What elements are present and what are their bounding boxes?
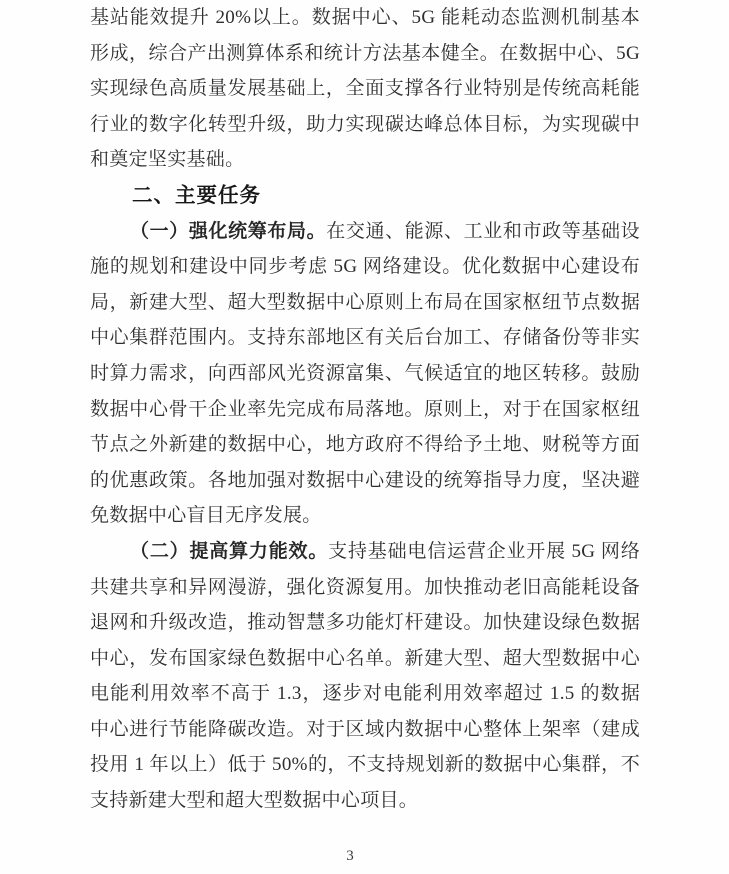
page-number: 3 — [346, 848, 354, 864]
text-line: 免数据中心盲目无序发展。 — [90, 505, 322, 527]
text-line: 中心，发布国家绿色数据中心名单。新建大型、超大型数据中心 — [90, 647, 640, 669]
text-line: 行业的数字化转型升级，助力实现碳达峰总体目标，为实现碳中 — [90, 113, 640, 135]
section-heading: 二、主要任务 — [132, 183, 261, 207]
text-line: 退网和升级改造，推动智慧多功能灯杆建设。加快建设绿色数据 — [90, 612, 640, 634]
text-line: 数据中心骨干企业率先完成布局落地。原则上，对于在国家枢纽 — [90, 398, 640, 420]
document-text-block — [90, 0, 640, 819]
text-line: 中心集群范围内。支持东部地区有关后台加工、存储备份等非实 — [90, 327, 640, 349]
paragraph-lead: （二）提高算力能效。 — [130, 540, 329, 562]
text-line: （二）提高算力能效。支持基础电信运营企业开展 5G 网络 — [130, 540, 640, 562]
text-line: 支持新建大型和超大型数据中心项目。 — [90, 790, 419, 812]
text-line: 时算力需求，向西部风光资源富集、气候适宜的地区转移。鼓励 — [90, 362, 640, 384]
text-line: 施的规划和建设中同步考虑 5G 网络建设。优化数据中心建设布 — [90, 256, 640, 278]
text-line: 和奠定坚实基础。 — [90, 149, 245, 171]
text-line: 投用 1 年以上）低于 50%的，不支持规划新的数据中心集群，不 — [90, 754, 640, 776]
text-line: 实现绿色高质量发展基础上，全面支撑各行业特别是传统高耗能 — [90, 78, 640, 100]
text-line: 的优惠政策。各地加强对数据中心建设的统筹指导力度，坚决避 — [90, 469, 640, 491]
text-line: （一）强化统筹布局。在交通、能源、工业和市政等基础设 — [130, 220, 640, 242]
text-line: 局，新建大型、超大型数据中心原则上布局在国家枢纽节点数据 — [90, 291, 640, 313]
text-line: 共建共享和异网漫游，强化资源复用。加快推动老旧高能耗设备 — [90, 576, 640, 598]
text-line: 基站能效提升 20%以上。数据中心、5G 能耗动态监测机制基本 — [90, 7, 640, 28]
text-line: 形成，综合产出测算体系和统计方法基本健全。在数据中心、5G — [90, 42, 640, 64]
text-line: 电能利用效率不高于 1.3，逐步对电能利用效率超过 1.5 的数据 — [90, 683, 640, 705]
paragraph-lead: （一）强化统筹布局。 — [130, 220, 327, 242]
text-line: 节点之外新建的数据中心，地方政府不得给予土地、财税等方面 — [90, 434, 640, 456]
text-line: 中心进行节能降碳改造。对于区域内数据中心整体上架率（建成 — [90, 718, 640, 740]
